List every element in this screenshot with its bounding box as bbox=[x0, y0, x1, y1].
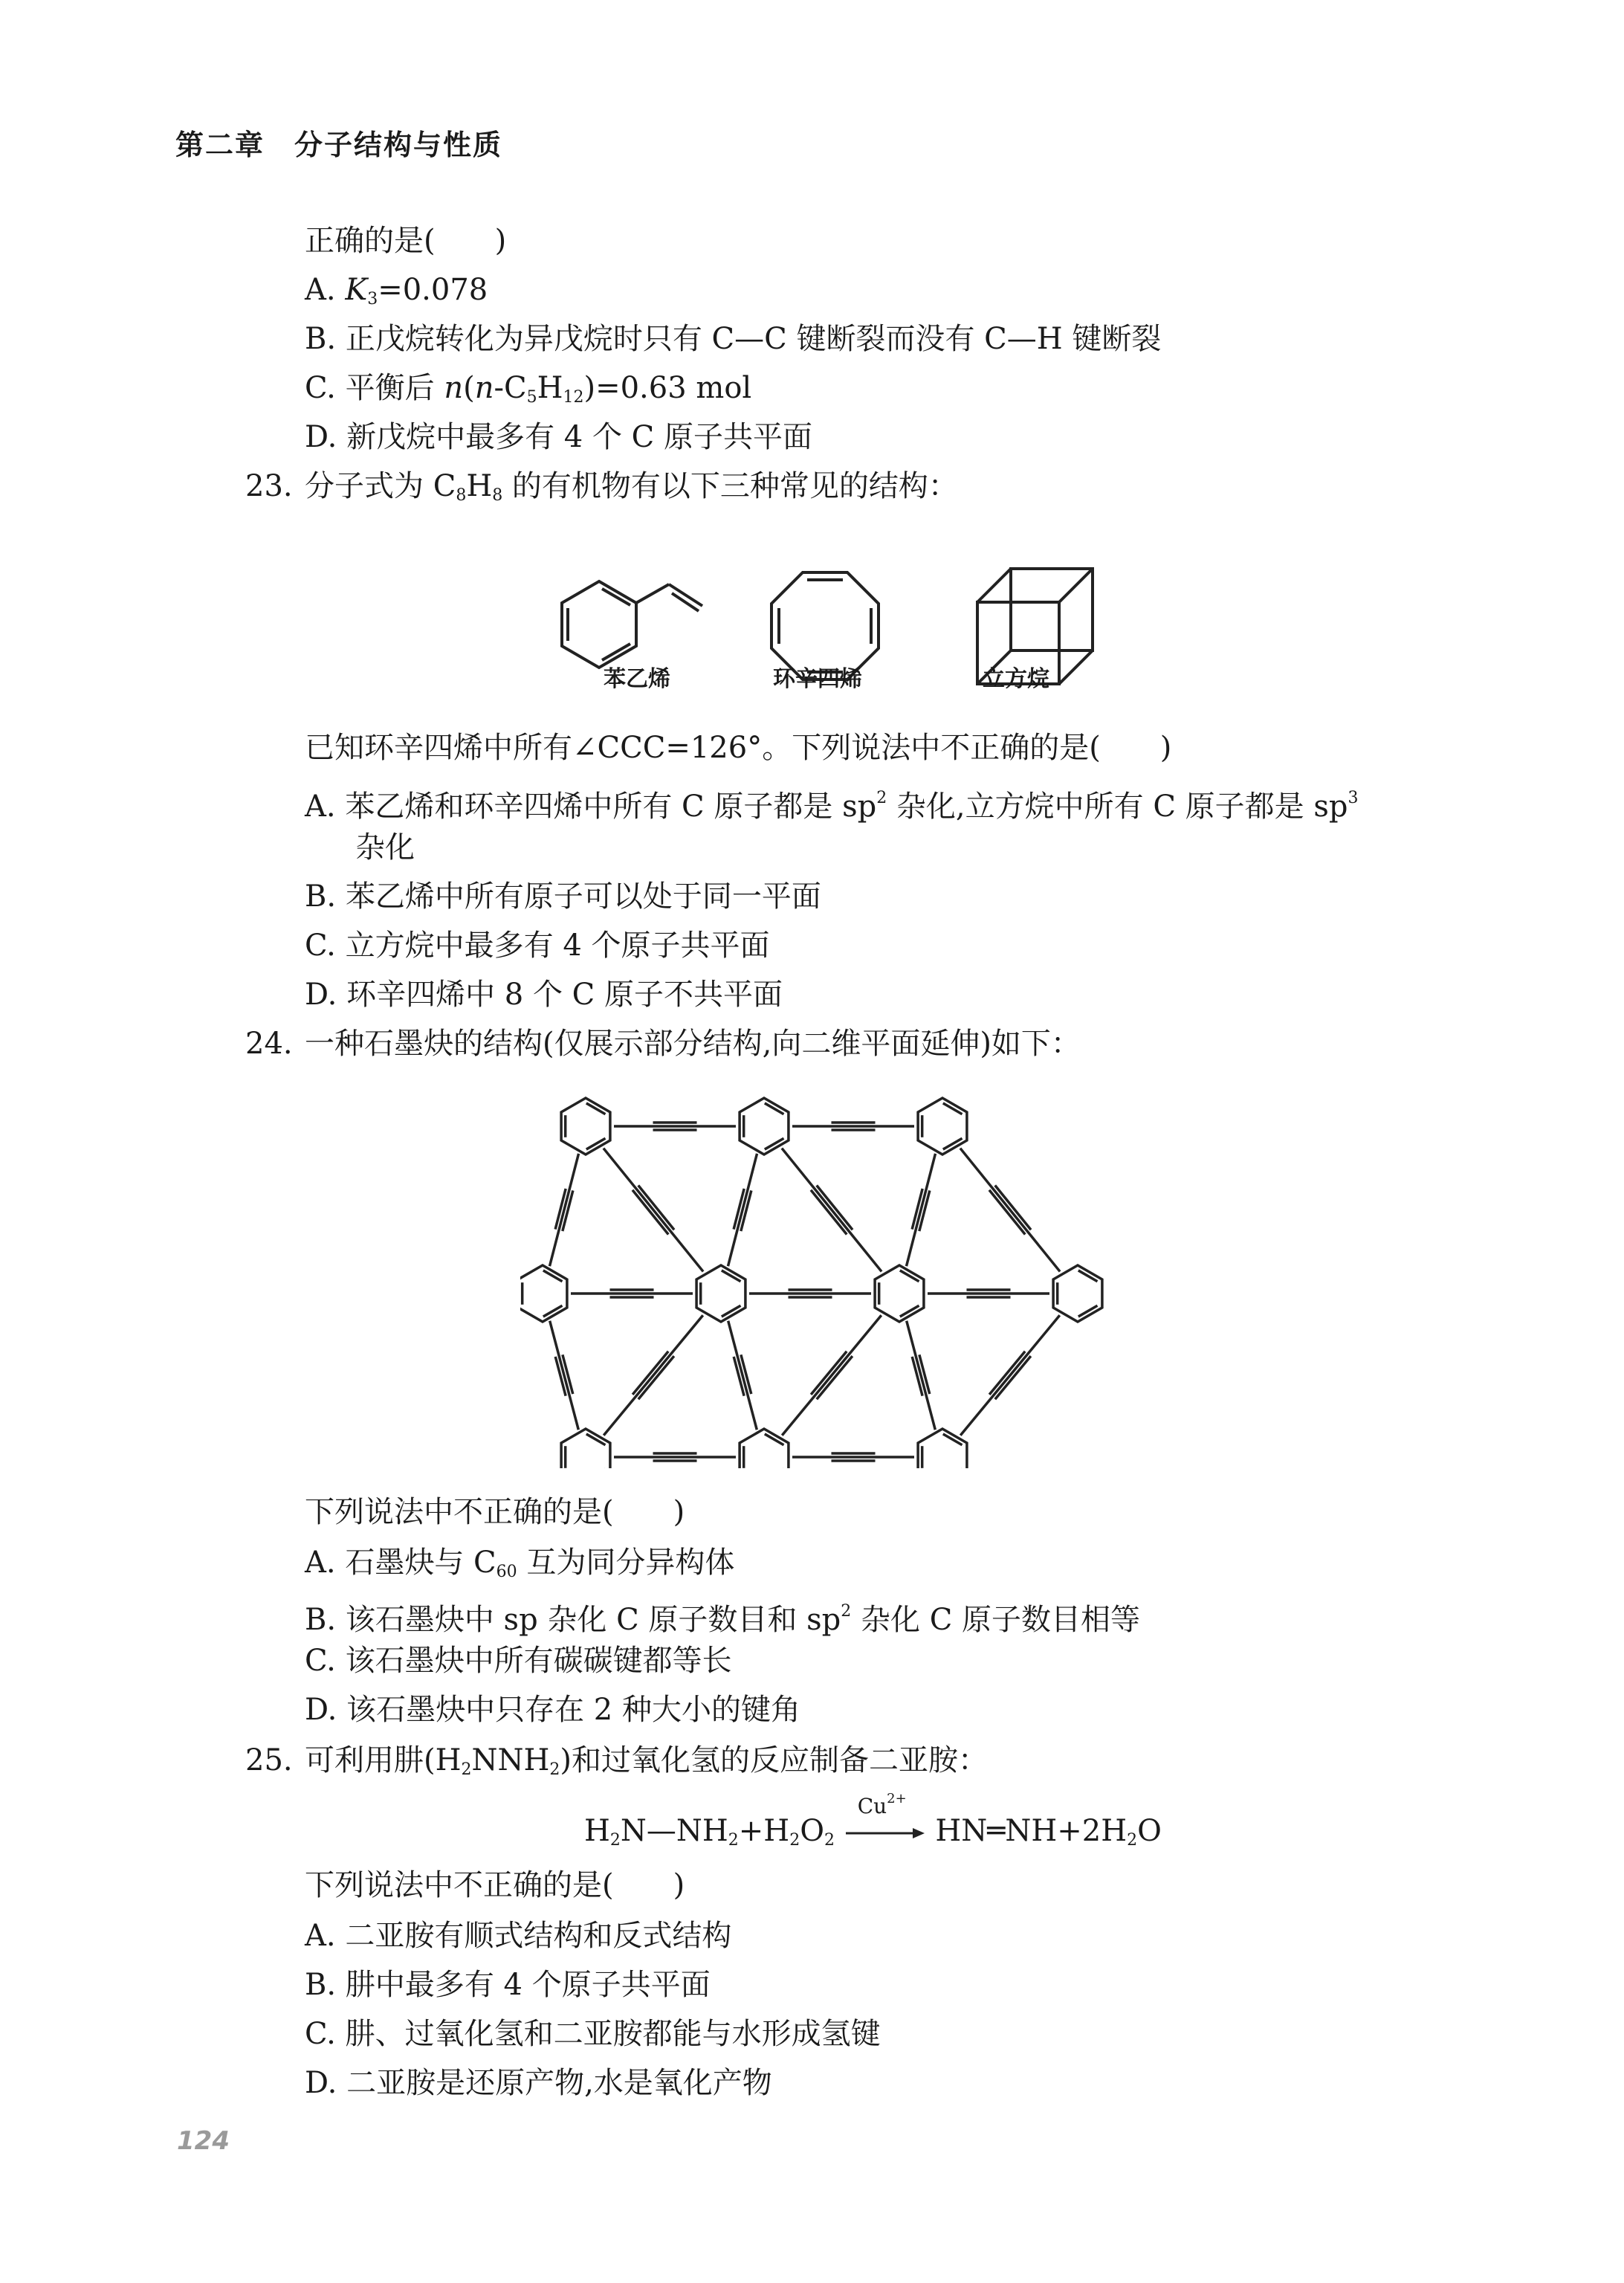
q22-option-a: A. $K_3=0.078$ bbox=[305, 273, 488, 309]
q23-number: 23. bbox=[245, 469, 293, 503]
q25-option-c: C. 肼、过氧化氢和二亚胺都能与水形成氢键 bbox=[305, 2017, 881, 2051]
reaction-arrow bbox=[844, 1791, 926, 1844]
q24-stem: 一种石墨炔的结构(仅展示部分结构,向二维平面延伸)如下： bbox=[305, 1027, 1081, 1061]
q24-option-c: C. 该石墨炔中所有碳碳键都等长 bbox=[305, 1644, 732, 1678]
page-number: 124 bbox=[177, 2126, 230, 2156]
q25-option-a: A. 二亚胺有顺式结构和反式结构 bbox=[305, 1919, 732, 1953]
graphyne-structure bbox=[520, 1082, 1130, 1468]
q23-option-a-cont: 杂化 bbox=[355, 830, 415, 865]
q25-number: 25. bbox=[245, 1743, 293, 1777]
q22-option-c: C. 平衡后 $n(n-C_5H_{12})=0.63$ mol bbox=[305, 371, 752, 407]
structures-figure bbox=[550, 535, 1293, 729]
q25-stem: 可利用肼$(H_2NNH_2)$和过氧化氢的反应制备二亚胺： bbox=[305, 1743, 988, 1779]
q23-option-c: C. 立方烷中最多有 4 个原子共平面 bbox=[305, 929, 770, 963]
q24-option-a: A. 石墨炔与 $C_{60}$ 互为同分异构体 bbox=[305, 1546, 735, 1581]
caption-cyclooctatetraene: 环辛四烯 bbox=[773, 666, 862, 692]
caption-styrene: 苯乙烯 bbox=[604, 666, 670, 692]
q24-ask: 下列说法中不正确的是( ) bbox=[305, 1495, 685, 1529]
q24-option-b: B. 该石墨炔中 sp 杂化 C 原子数目和 $sp^2$ 杂化 C 原子数目相等 bbox=[305, 1602, 1141, 1637]
chapter-header: 第二章 分子结构与性质 bbox=[175, 129, 503, 161]
q22-option-b: B. 正戊烷转化为异戊烷时只有 C—C 键断裂而没有 C—H 键断裂 bbox=[305, 322, 1162, 356]
q22-stem: 正确的是( ) bbox=[305, 224, 507, 258]
caption-cubane: 立方烷 bbox=[983, 666, 1049, 692]
q25-option-d: D. 二亚胺是还原产物,水是氧化产物 bbox=[305, 2066, 772, 2100]
q24-number: 24. bbox=[245, 1027, 293, 1061]
q23-given: 已知环辛四烯中所有∠CCC=126°。下列说法中不正确的是( ) bbox=[305, 731, 1172, 765]
q23-option-a: A. 苯乙烯和环辛四烯中所有 C 原子都是 $sp^2$ 杂化,立方烷中所有 C 原子都是 $sp^3$ bbox=[305, 789, 1359, 824]
q22-option-d: D. 新戊烷中最多有 4 个 C 原子共平面 bbox=[305, 420, 812, 454]
q25-option-b: B. 肼中最多有 4 个原子共平面 bbox=[305, 1968, 711, 2002]
styrene-structure bbox=[562, 581, 702, 668]
reaction-equation: $H_2N—NH_2+H_2O_2$ $Cu^{2+}$ $HN═NH+2H_2O$ bbox=[584, 1791, 1162, 1850]
q24-option-d: D. 该石墨炔中只存在 2 种大小的键角 bbox=[305, 1693, 800, 1727]
q23-option-d: D. 环辛四烯中 8 个 C 原子不共平面 bbox=[305, 978, 783, 1012]
catalyst-label: $Cu^{2+}$ bbox=[857, 1791, 907, 1818]
q23-option-b: B. 苯乙烯中所有原子可以处于同一平面 bbox=[305, 879, 821, 914]
q25-ask: 下列说法中不正确的是( ) bbox=[305, 1868, 685, 1902]
q23-stem: 分子式为 $C_8H_8$ 的有机物有以下三种常见的结构： bbox=[305, 469, 958, 505]
